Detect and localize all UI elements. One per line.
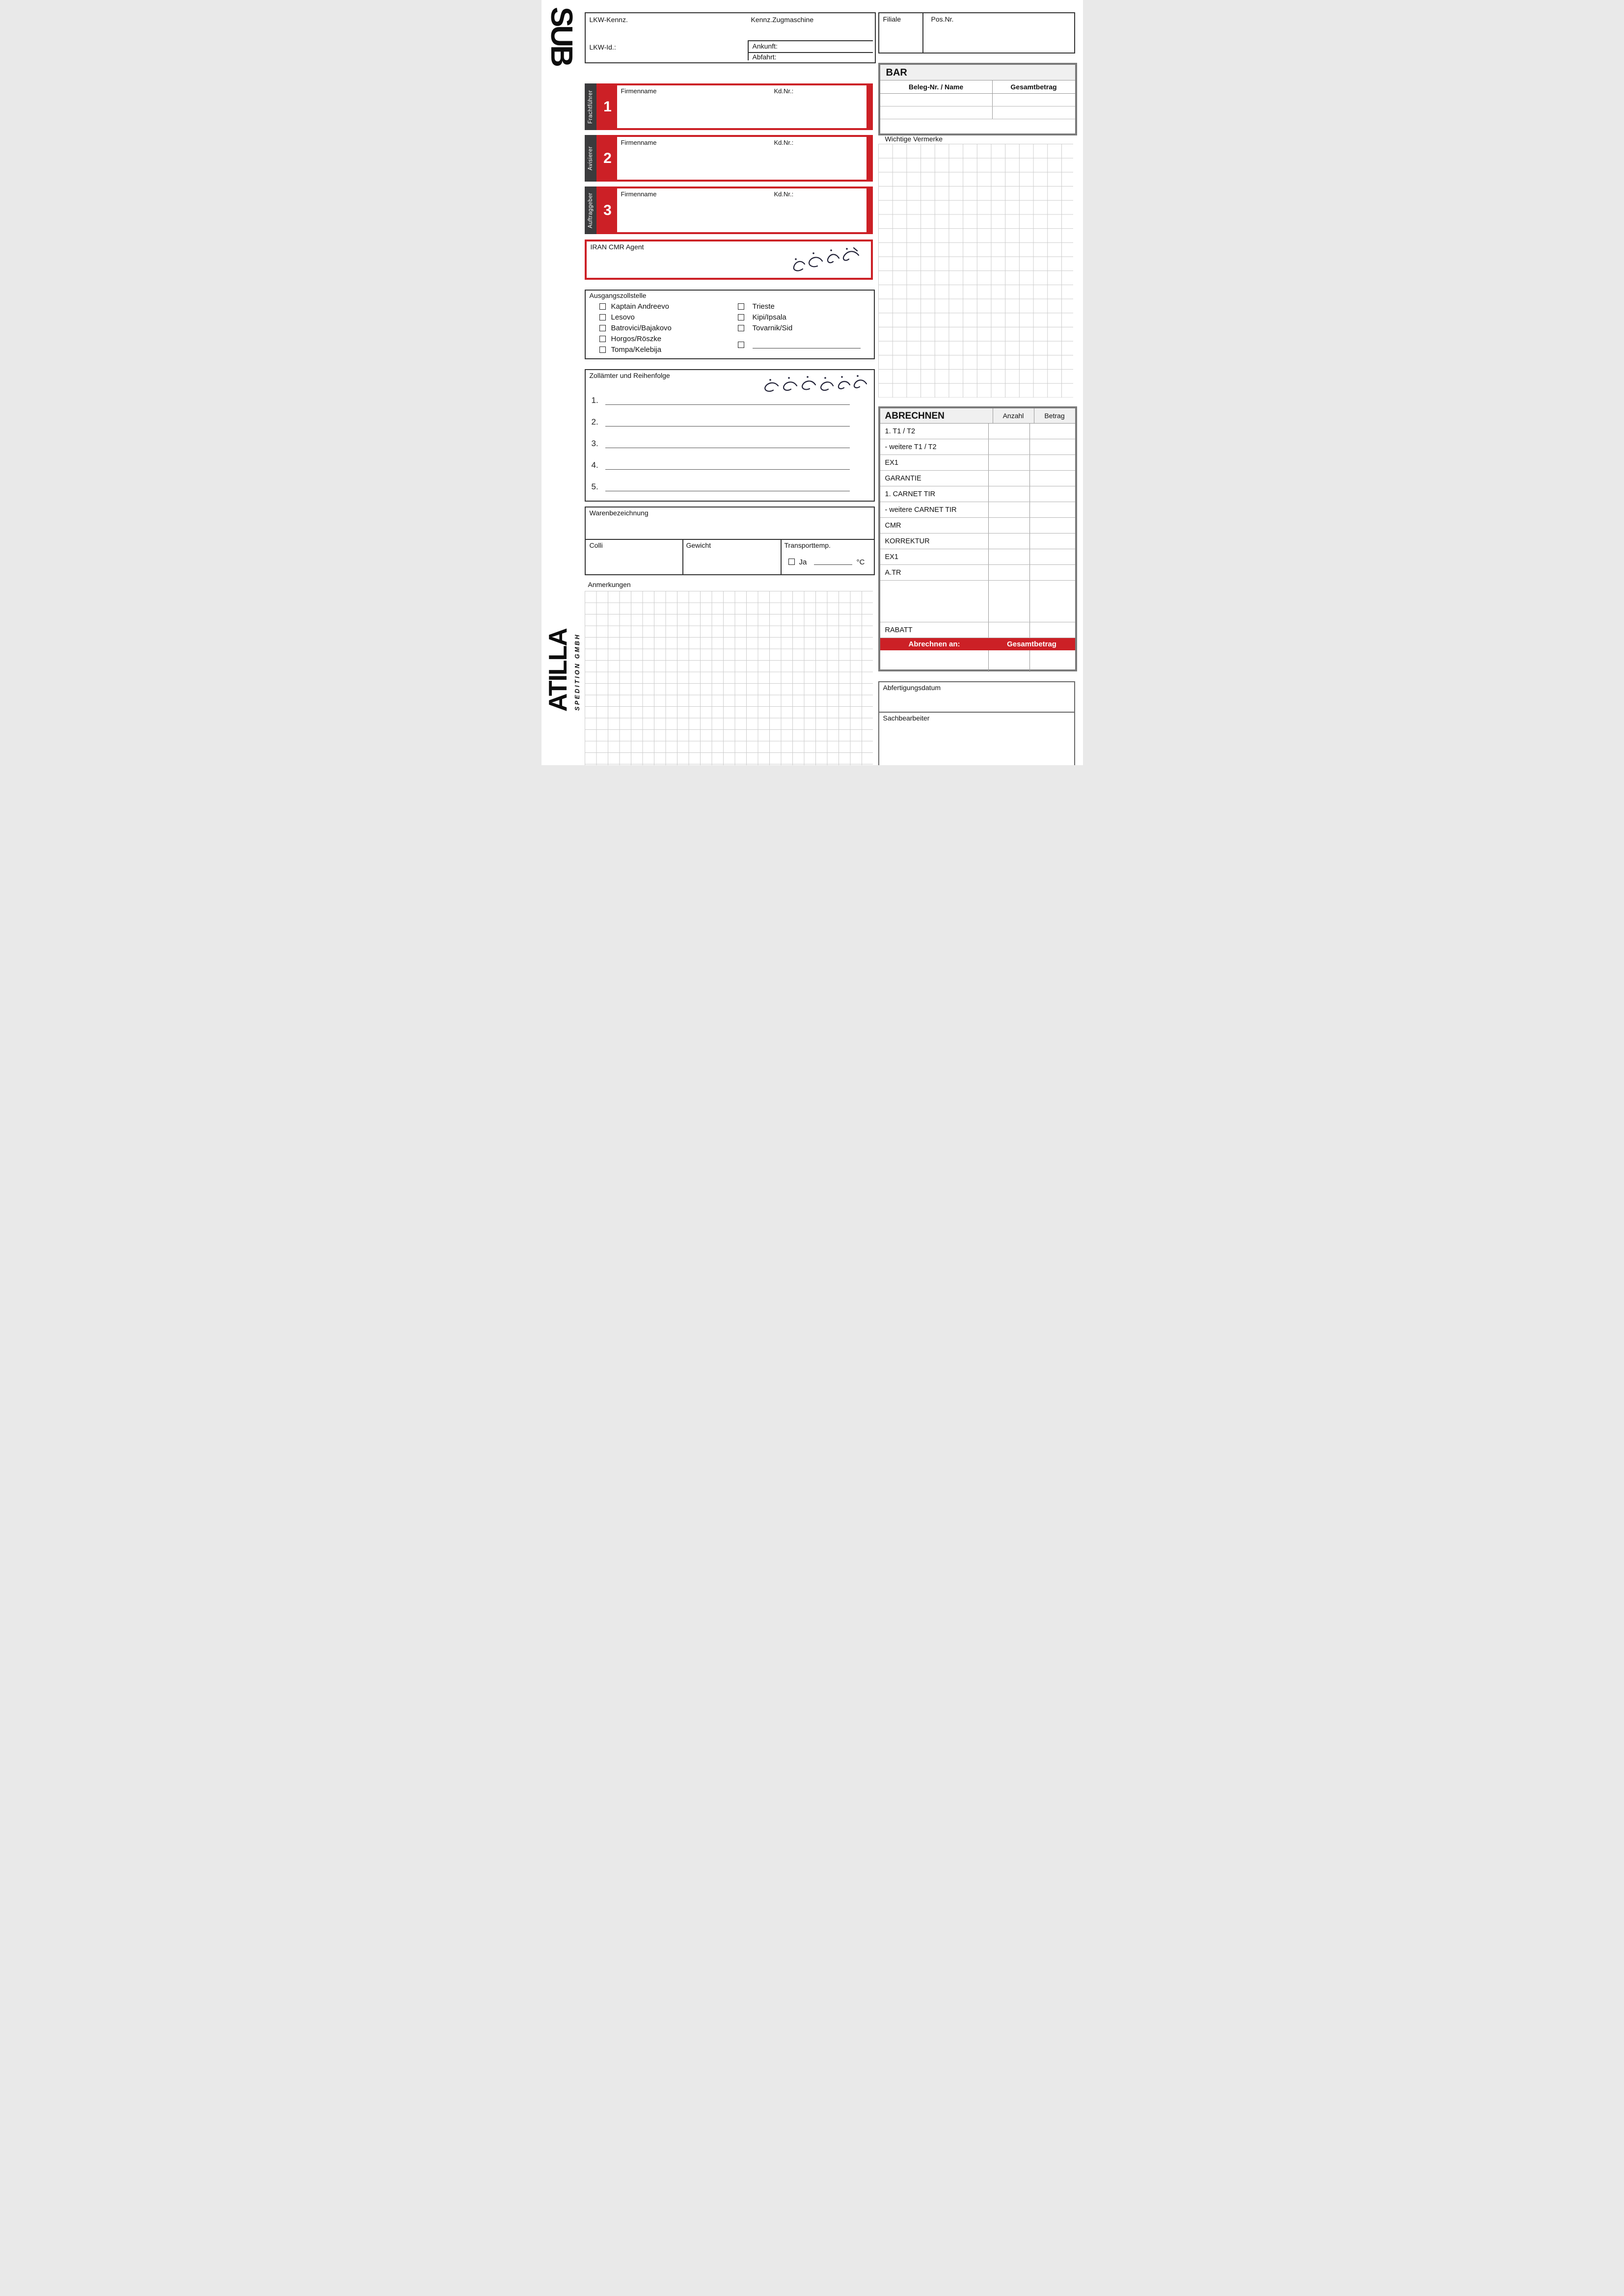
party-box-avisierer [596,135,873,182]
role-strip-frachtfuehrer: Frachtführer [585,83,596,130]
zoll-line-field-2[interactable] [605,417,850,427]
abfahrt-label: Abfahrt: [752,53,777,61]
anzahl-cell[interactable] [989,549,1030,564]
kdnr-label: Kd.Nr.: [774,190,794,198]
abrechnen-row-label: A.TR [880,565,989,580]
colli-label: Colli [589,541,603,549]
abrechnen-footer-bar [880,638,1075,650]
option-label: Lesovo [611,313,635,321]
gesamtbetrag-label: Gesamtbetrag [1007,640,1056,648]
zoll-line-number: 1. [591,396,598,405]
party-number-badge: 2 [598,137,617,180]
abrechnen-row-label: 1. T1 / T2 [880,424,989,439]
abrechnen-row-label: EX1 [880,549,989,564]
ja-label: Ja [799,558,807,566]
checkbox-batrovici-bajakovo[interactable] [599,325,606,331]
kennz-zugmaschine-label: Kennz.Zugmaschine [751,16,814,24]
vermerke-grid-area[interactable] [878,144,1073,398]
zoll-line-field-5[interactable] [605,482,850,491]
sachbearbeiter-label: Sachbearbeiter [883,714,930,722]
ankunft-field[interactable] [787,41,870,51]
iran-cmr-agent-box[interactable] [585,240,873,280]
bar-col-amount-header: Gesamtbetrag [1010,83,1057,91]
anzahl-cell[interactable] [989,471,1030,486]
abfertigungsdatum-box[interactable] [878,681,1075,715]
zoll-line-number: 2. [591,417,598,427]
option-label: Kaptain Andreevo [611,302,669,311]
warenbezeichnung-label: Warenbezeichnung [589,509,649,517]
abrechnen-row [880,534,1075,549]
checkbox-tompa-kelebija[interactable] [599,347,606,353]
anzahl-column-header: Anzahl [993,408,1034,423]
anmerkungen-grid-area[interactable] [585,591,873,765]
abfahrt-field[interactable] [787,53,870,60]
zoll-line-number: 4. [591,460,598,470]
checkbox-trieste[interactable] [738,303,744,310]
abrechnen-rabatt-row [880,622,1075,638]
bar-amount-cell[interactable] [993,107,1075,119]
abrechnen-title: ABRECHNEN [880,408,993,423]
abrechnen-an-cell[interactable] [880,650,989,672]
zoll-line-field-4[interactable] [605,460,850,470]
abrechnen-total-row [880,650,1075,672]
abrechnen-row [880,486,1075,502]
betrag-cell[interactable] [1030,471,1071,486]
measures-row [585,539,875,575]
atilla-subtitle: SPEDITION GMBH [573,633,581,711]
anzahl-cell[interactable] [989,518,1030,533]
abrechnen-row [880,471,1075,486]
anzahl-cell[interactable] [989,534,1030,549]
party-box-frachtfuehrer [596,83,873,130]
role-strip-auftraggeber: Auftraggeber [585,187,596,234]
bar-name-cell[interactable] [880,107,993,119]
abrechnen-header-row [880,408,1075,424]
firmenname-label: Firmenname [621,190,657,198]
option-label: Trieste [752,302,775,311]
colli-field[interactable] [586,550,681,571]
abrechnen-row [880,455,1075,471]
filiale-box[interactable] [878,12,925,53]
sub-logo: SUB [544,7,579,65]
filiale-label: Filiale [883,15,901,23]
option-label: Kipi/Ipsala [752,313,786,321]
empty-label-cell[interactable] [880,581,989,622]
abrechnen-row-label: KORREKTUR [880,534,989,549]
abrechnen-empty-row [880,581,1075,622]
betrag-cell[interactable] [1030,581,1071,622]
abrechnen-row [880,439,1075,455]
party-fields-avisierer[interactable] [617,137,866,180]
betrag-cell[interactable] [1030,502,1071,517]
truck-info-box [585,12,876,63]
gewicht-field[interactable] [683,550,780,571]
option-label: Batrovici/Bajakovo [611,324,672,332]
betrag-cell[interactable] [1030,518,1071,533]
abrechnen-section [878,406,1077,671]
option-label: Horgos/Röszke [611,335,662,343]
temperature-field[interactable] [814,558,852,565]
freight-form-page [541,0,1083,765]
zollaemter-box [585,369,875,502]
abrechnen-row-label: - weitere T1 / T2 [880,439,989,454]
anzahl-cell[interactable] [989,486,1030,502]
role-strip-avisierer: Avisierer [585,135,596,182]
bar-section [878,63,1077,135]
transporttemp-label: Transporttemp. [784,541,831,549]
celsius-label: °C [856,558,865,566]
betrag-cell[interactable] [1030,650,1071,672]
zoll-line-number: 3. [591,439,598,448]
anzahl-cell[interactable] [989,581,1030,622]
party-number-badge: 1 [598,85,617,128]
betrag-cell[interactable] [1030,486,1071,502]
anzahl-cell[interactable] [989,565,1030,580]
anzahl-cell[interactable] [989,622,1030,638]
handwritten-farsi-note [757,372,868,393]
abrechnen-row-label: EX1 [880,455,989,470]
bar-header-row [880,80,1075,94]
party-box-auftraggeber [596,187,873,234]
abrechnen-row-label: 1. CARNET TIR [880,486,989,502]
checkbox-other-zollstelle[interactable] [738,342,744,348]
anzahl-cell[interactable] [989,439,1030,454]
checkbox-kipi-ipsala[interactable] [738,314,744,320]
anmerkungen-label: Anmerkungen [588,581,631,588]
abrechnen-row [880,518,1075,534]
betrag-column-header: Betrag [1034,408,1075,423]
bar-row [880,107,1075,119]
firmenname-label: Firmenname [621,139,657,146]
firmenname-label: Firmenname [621,87,657,95]
transporttemp-ja-checkbox[interactable] [788,559,795,565]
kdnr-label: Kd.Nr.: [774,139,794,146]
sachbearbeiter-box[interactable] [878,712,1075,765]
checkbox-kaptain-andreevo[interactable] [599,303,606,310]
bar-amount-cell[interactable] [993,94,1075,106]
bar-name-cell[interactable] [880,94,993,106]
betrag-cell[interactable] [1030,565,1071,580]
abrechnen-row [880,549,1075,565]
checkbox-tovarnik-sid[interactable] [738,325,744,331]
warenbezeichnung-box[interactable] [585,507,875,541]
betrag-cell[interactable] [1030,549,1071,564]
atilla-logo: ATILLA [543,629,572,712]
zoll-line-field-3[interactable] [605,439,850,448]
abrechnen-an-label: Abrechnen an: [908,640,960,648]
abrechnen-row-label: CMR [880,518,989,533]
bar-col-name-header: Beleg-Nr. / Name [880,80,993,93]
other-zollstelle-field[interactable] [753,342,861,348]
abfertigungsdatum-label: Abfertigungsdatum [883,684,941,692]
lkw-kennz-label: LKW-Kennz. [589,16,628,24]
zoll-line-number: 5. [591,482,598,491]
abrechnen-row [880,502,1075,518]
divider [748,40,749,60]
betrag-cell[interactable] [1030,424,1071,439]
anzahl-cell[interactable] [989,650,1030,672]
betrag-cell[interactable] [1030,455,1071,470]
rabatt-label: RABATT [880,622,989,638]
ankunft-label: Ankunft: [752,42,778,50]
anzahl-cell[interactable] [989,502,1030,517]
option-label: Tompa/Kelebija [611,346,662,354]
abrechnen-row-label: - weitere CARNET TIR [880,502,989,517]
handwritten-farsi-note [788,245,862,274]
checkbox-horgos-roeszke[interactable] [599,336,606,342]
ausgangszollstelle-box [585,290,875,359]
pos-nr-box[interactable] [922,12,1075,53]
zollaemter-label: Zollämter und Reihenfolge [589,372,670,379]
ausgangszollstelle-label: Ausgangszollstelle [589,292,647,299]
abrechnen-row [880,424,1075,439]
gewicht-label: Gewicht [686,541,711,549]
bar-title: BAR [880,65,1075,80]
zoll-line-field-1[interactable] [605,396,850,405]
anzahl-cell[interactable] [989,424,1030,439]
kdnr-label: Kd.Nr.: [774,87,794,95]
party-fields-frachtfuehrer[interactable] [617,85,866,128]
party-number-badge: 3 [598,188,617,232]
abrechnen-row-label: GARANTIE [880,471,989,486]
betrag-cell[interactable] [1030,439,1071,454]
divider [781,540,782,574]
option-label: Tovarnik/Sid [752,324,793,332]
wichtige-vermerke-label: Wichtige Vermerke [885,135,943,143]
betrag-cell[interactable] [1030,622,1071,638]
anzahl-cell[interactable] [989,455,1030,470]
party-fields-auftraggeber[interactable] [617,188,866,232]
iran-cmr-agent-label: IRAN CMR Agent [590,243,644,251]
pos-nr-label: Pos.Nr. [931,15,954,23]
lkw-kennz-field[interactable] [586,23,748,38]
checkbox-lesovo[interactable] [599,314,606,320]
lkw-id-label: LKW-Id.: [589,43,616,51]
bar-row [880,94,1075,107]
betrag-cell[interactable] [1030,534,1071,549]
abrechnen-row [880,565,1075,581]
